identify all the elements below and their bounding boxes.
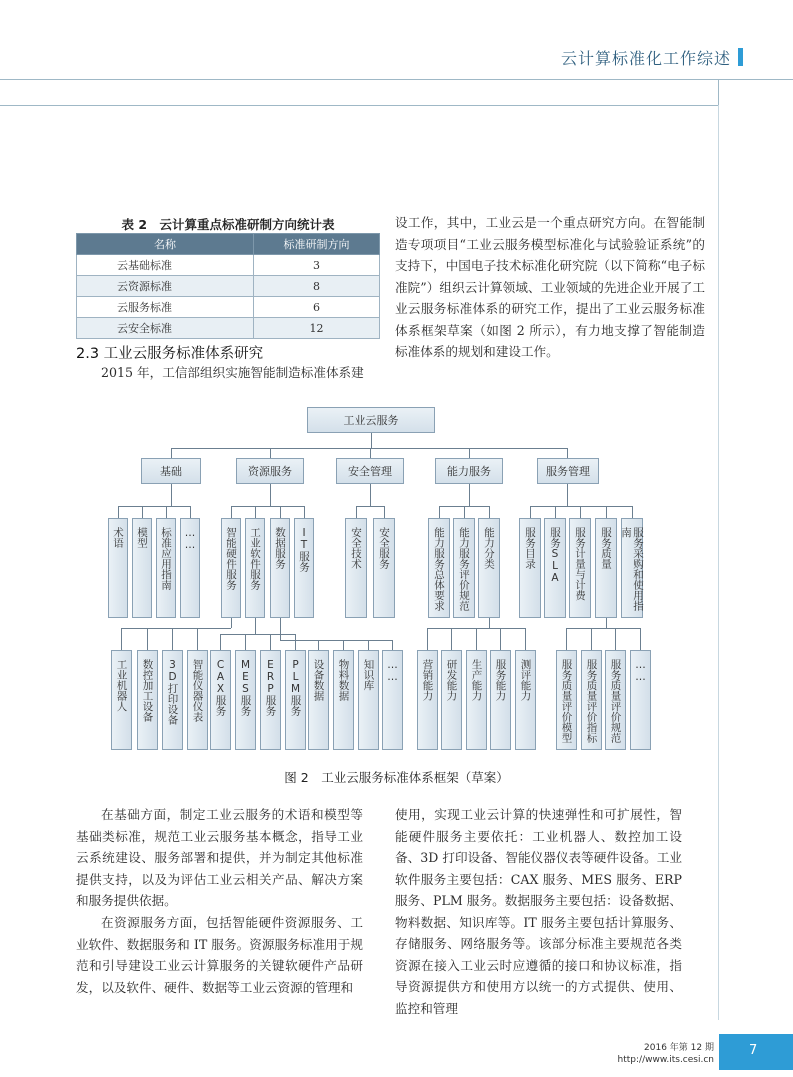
connector	[270, 634, 271, 650]
leaf-node: 服务能力	[490, 650, 511, 750]
body-paragraph: 使用，实现工业云计算的快速弹性和可扩展性，智能硬件服务主要依托：工业机器人、数控加工设备、3D 打印设备、智能仪器仪表等硬件设备。工业软件服务主要包括：CAX 服务、MES 服务、ERP 服务、PLM 服务。数据服务主要包括：设备数据、物料数据、知识库等。IT 服务主要包括计算服务、存储服务、网络服务等。该部分标准主要规范各类资源在接入工业云时应遵循的接口和协议标准，指导资源提供方和使用方以统一的方式提供、使用、监控和管理	[395, 807, 682, 1016]
connector	[343, 640, 344, 650]
leaf-node: 设备数据	[308, 650, 329, 750]
connector	[231, 506, 232, 518]
connector	[171, 484, 172, 506]
leaf-node: 服务目录	[519, 518, 541, 618]
connector	[255, 618, 256, 634]
connector	[476, 628, 477, 650]
leaf-node: 工业机器人	[111, 650, 132, 750]
connector	[171, 448, 172, 458]
connector	[318, 640, 319, 650]
connector	[270, 448, 271, 458]
column-header: 标准研制方向	[254, 234, 380, 255]
table-row	[77, 297, 380, 318]
connector	[566, 628, 640, 629]
category-node-ziyuan: 资源服务	[236, 458, 304, 484]
connector	[555, 506, 556, 518]
connector	[640, 628, 641, 650]
body-paragraph: 设工作，其中，工业云是一个重点研究方向。在智能制造专项项目“工业云服务模型标准化与试验验证系统”的支持下，中国电子技术标准化研究院（以下简称“电子标准院”）组织云计算领域、工业领域的先进企业开展了工业云服务标准体系的研究工作，提出了工业云服务标准体系框架草案（如图 2 所示），有力地支撑了智能制造标准体系的规划和建设工作。	[395, 215, 705, 359]
connector	[580, 506, 581, 518]
leaf-node: 能力分类	[478, 518, 500, 618]
leaf-node: 术语	[108, 518, 128, 618]
connector	[172, 628, 173, 650]
content-top-rule	[0, 105, 718, 106]
table-cell: 云资源标准	[77, 276, 254, 297]
connector	[567, 484, 568, 506]
leaf-node: PLM服务	[285, 650, 306, 750]
connector	[220, 634, 221, 650]
leaf-node: CAX服务	[210, 650, 231, 750]
leaf-node: ……	[382, 650, 403, 750]
connector	[464, 506, 465, 518]
connector	[270, 484, 271, 506]
leaf-node: 生产能力	[466, 650, 487, 750]
connector	[525, 628, 526, 650]
connector	[489, 506, 490, 518]
table-caption: 表 2 云计算重点标准研制方向统计表	[121, 217, 335, 232]
connector	[500, 628, 501, 650]
leaf-node: 物料数据	[333, 650, 354, 750]
connector	[567, 448, 568, 458]
connector	[280, 506, 281, 518]
connector	[427, 628, 428, 650]
connector	[255, 506, 256, 518]
leaf-node: 工业软件服务	[245, 518, 265, 618]
body-paragraph: 在基础方面，制定工业云服务的术语和模型等基础类标准，规范工业云服务基本概念，指导工业云系统建设、服务部署和提供，并为制定其他标准提供支持，以及为评估工业云相关产品、解决方案和服务提供依据。	[76, 807, 363, 908]
connector	[118, 506, 119, 518]
leaf-node: 模型	[132, 518, 152, 618]
connector	[142, 506, 143, 518]
leaf-node: 智能仪器仪表	[187, 650, 208, 750]
leaf-node: 数控加工设备	[137, 650, 158, 750]
table-cell: 12	[254, 318, 380, 339]
connector	[606, 618, 607, 628]
leaf-node: 数据服务	[270, 518, 290, 618]
table-row	[77, 318, 380, 339]
page-number: 7	[749, 1043, 758, 1058]
leaf-node: 安全服务	[373, 518, 395, 618]
table-cell: 云服务标准	[77, 297, 254, 318]
margin-rule	[718, 80, 719, 105]
leaf-node: 营销能力	[417, 650, 438, 750]
page-number-box	[719, 1034, 793, 1070]
connector	[530, 506, 531, 518]
connector	[121, 628, 122, 650]
leaf-node: ……	[630, 650, 651, 750]
connector	[469, 484, 470, 506]
figure-caption: 图 2 工业云服务标准体系框架（草案）	[284, 770, 509, 785]
connector	[469, 448, 470, 458]
connector	[171, 448, 567, 449]
connector	[295, 634, 296, 650]
connector	[606, 506, 607, 518]
running-title: 云计算标准化工作综述	[560, 49, 731, 68]
table-cell: 8	[254, 276, 380, 297]
connector	[370, 448, 371, 458]
leaf-node: 能力服务评价规范	[453, 518, 475, 618]
leaf-node: 服务质量评价指标	[581, 650, 602, 750]
connector	[451, 628, 452, 650]
connector	[356, 506, 357, 518]
page-header	[0, 0, 793, 80]
section-heading: 2.3 工业云服务标准体系研究	[76, 346, 264, 362]
leaf-node: 服务SLA	[544, 518, 566, 618]
header-accent-bar	[738, 48, 743, 66]
connector	[356, 506, 384, 507]
table-cell: 6	[254, 297, 380, 318]
connector	[591, 628, 592, 650]
connector	[231, 618, 232, 628]
body-paragraph: 2015 年，工信部组织实施智能制造标准体系建	[101, 365, 364, 380]
leaf-node: ERP服务	[260, 650, 281, 750]
table-cell: 3	[254, 255, 380, 276]
connector	[197, 628, 198, 650]
leaf-node: IT服务	[294, 518, 314, 618]
leaf-node: ……	[180, 518, 200, 618]
issue-label: 2016 年第 12 期	[644, 1043, 714, 1053]
connector	[245, 634, 246, 650]
connector	[121, 628, 231, 629]
category-node-jichu: 基础	[141, 458, 201, 484]
connector	[392, 640, 393, 650]
leaf-node: 服务采购和使用指南	[621, 518, 643, 618]
leaf-node: 测评能力	[515, 650, 536, 750]
connector	[231, 506, 304, 507]
issue-info	[618, 1042, 714, 1066]
connector	[439, 506, 440, 518]
standards-table	[76, 233, 380, 339]
leaf-node: 智能硬件服务	[221, 518, 241, 618]
connector	[280, 618, 281, 640]
connector	[190, 506, 191, 518]
connector	[118, 506, 190, 507]
connector	[371, 433, 372, 448]
header-rule	[0, 79, 793, 80]
leaf-node: 服务质量	[595, 518, 617, 618]
leaf-node: 标准应用指南	[156, 518, 176, 618]
connector	[147, 628, 148, 650]
column-header: 名称	[77, 234, 254, 255]
leaf-node: 服务质量评价规范	[605, 650, 626, 750]
leaf-node: 能力服务总体要求	[428, 518, 450, 618]
framework-diagram	[0, 400, 793, 760]
table-cell: 云安全标准	[77, 318, 254, 339]
category-node-nengli: 能力服务	[435, 458, 503, 484]
connector	[280, 640, 392, 641]
connector	[304, 506, 305, 518]
leaf-node: 研发能力	[441, 650, 462, 750]
table-cell: 云基础标准	[77, 255, 254, 276]
connector	[615, 628, 616, 650]
table-row	[77, 255, 380, 276]
connector	[220, 634, 295, 635]
body-paragraph: 在资源服务方面，包括智能硬件资源服务、工业软件、数据服务和 IT 服务。资源服务标准用于规范和引导建设工业云计算服务的关键软硬件产品研发，以及软件、硬件、数据等工业云资源的管理和	[76, 915, 363, 995]
table-header-row	[77, 234, 380, 255]
leaf-node: MES服务	[235, 650, 256, 750]
connector	[384, 506, 385, 518]
page-footer	[0, 1020, 793, 1077]
diagram-root-node: 工业云服务	[307, 407, 435, 433]
category-node-anquan: 安全管理	[336, 458, 404, 484]
category-node-guanli: 服务管理	[537, 458, 599, 484]
connector	[368, 640, 369, 650]
leaf-node: 知识库	[358, 650, 379, 750]
connector	[370, 484, 371, 506]
connector	[566, 628, 567, 650]
connector	[489, 618, 490, 628]
connector	[166, 506, 167, 518]
leaf-node: 服务计量与计费	[569, 518, 591, 618]
leaf-node: 3D打印设备	[162, 650, 183, 750]
journal-url: http://www.its.cesi.cn	[617, 1055, 714, 1065]
connector	[632, 506, 633, 518]
connector	[530, 506, 633, 507]
table-row	[77, 276, 380, 297]
leaf-node: 服务质量评价模型	[556, 650, 577, 750]
leaf-node: 安全技术	[345, 518, 367, 618]
